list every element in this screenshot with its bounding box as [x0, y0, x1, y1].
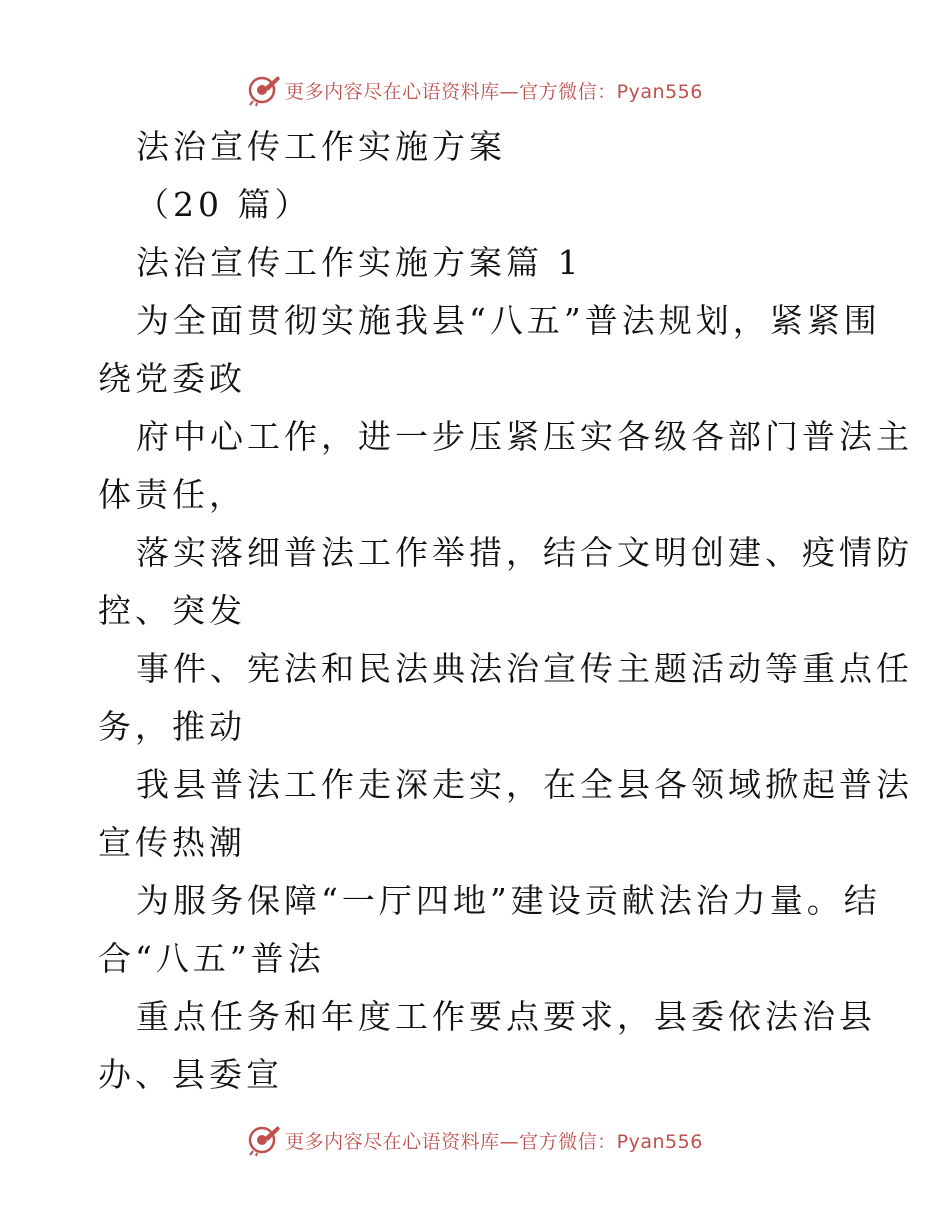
paragraph-line: 控、突发: [98, 591, 246, 630]
pen-seal-logo-icon: [247, 1123, 281, 1157]
paragraph-line: 体责任，: [98, 475, 246, 514]
paragraph-line: 事件、宪法和民法典法治宣传主题活动等重点任: [136, 649, 913, 688]
paragraph-line: 务，推动: [98, 707, 246, 746]
paragraph-line: 合“八五”普法: [98, 939, 325, 978]
paragraph-line: 重点任务和年度工作要点要求，县委依法治县: [136, 997, 876, 1036]
document-title: 法治宣传工作实施方案: [136, 127, 506, 166]
paragraph-line: 为服务保障“一厅四地”建设贡献法治力量。结: [136, 881, 881, 920]
paragraph-line: 绕党委政: [98, 359, 246, 398]
paragraph-line: 宣传热潮: [98, 823, 246, 862]
header-watermark: [0, 70, 950, 110]
watermark-text: 更多内容尽在心语资料库—官方微信：Pyan556: [285, 1130, 703, 1153]
paragraph-line: 我县普法工作走深走实，在全县各领域掀起普法: [136, 765, 913, 804]
document-subtitle: （20 篇）: [136, 185, 312, 224]
paragraph-line: 府中心工作，进一步压紧压实各级各部门普法主: [136, 417, 913, 456]
paragraph-line: 落实落细普法工作举措，结合文明创建、疫情防: [136, 533, 913, 572]
paragraph-line: 办、县委宣: [98, 1055, 283, 1094]
document-body: [98, 118, 913, 1104]
footer-watermark: [0, 1120, 950, 1160]
pen-seal-logo-icon: [247, 73, 281, 107]
paragraph-line: 为全面贯彻实施我县“八五”普法规划，紧紧围: [136, 301, 881, 340]
watermark-text: 更多内容尽在心语资料库—官方微信：Pyan556: [285, 80, 703, 103]
section-heading: 法治宣传工作实施方案篇 1: [136, 243, 583, 282]
